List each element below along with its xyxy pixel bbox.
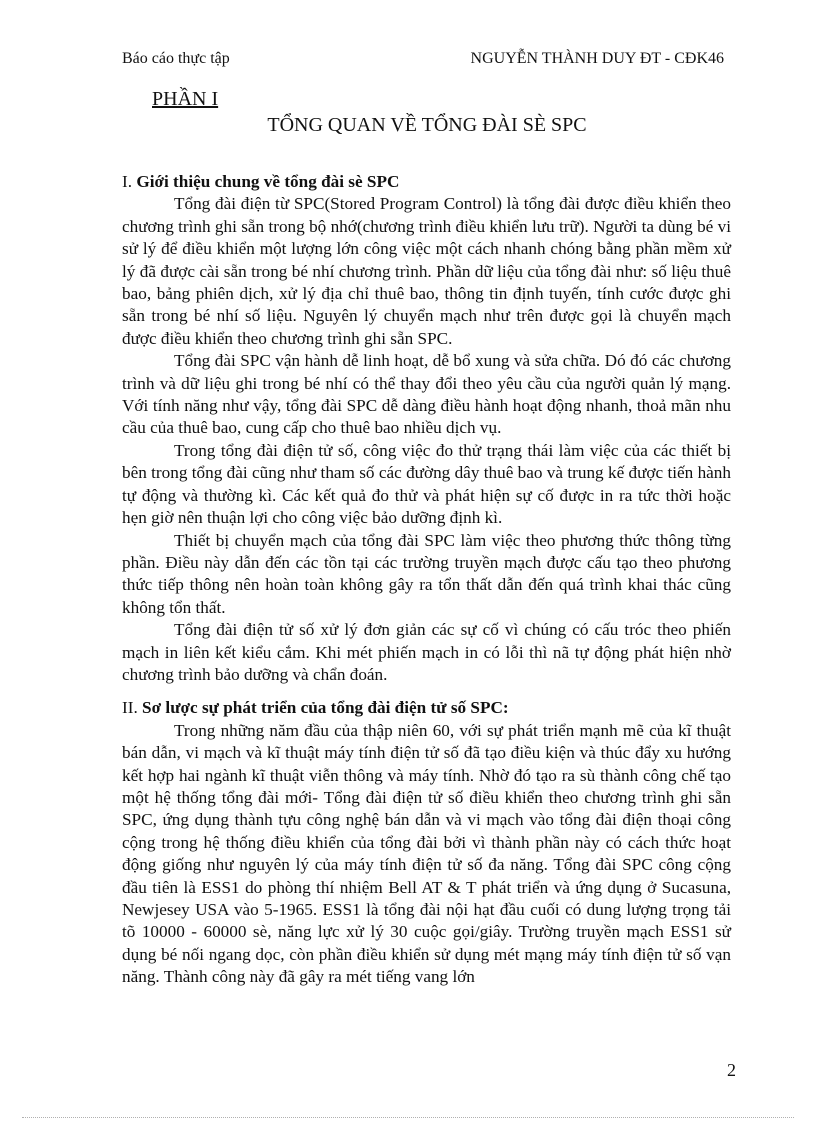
chapter-title: TỔNG QUAN VỀ TỔNG ĐÀI SÈ SPC xyxy=(267,114,587,136)
page-break-divider xyxy=(22,1117,794,1118)
paragraph: Trong tổng đài điện tử số, công việc đo thử trạng thái làm việc của các thiết bị bên trong tổng đài cũng như tham số các đường dây thuê bao và trung kế được tiến hành tự động và thường kì. Các kết quả đo thử và phát hiện sự cố được in ra tức thời hoặc hẹn giờ nên thuận lợi cho công việc bảo dưỡng định kì. xyxy=(122,440,731,528)
header-report-label: Báo cáo thực tập xyxy=(122,50,230,67)
section-heading-text: Sơ lược sự phát triển của tổng đài điện tử số SPC: xyxy=(142,698,509,718)
paragraph: Trong những năm đầu của thập niên 60, với sự phát triển mạnh mẽ của kĩ thuật bán dẫn, vi mạch và kĩ thuật máy tính điện tử số đã tạo điều kiện và thúc đẩy xu hướng kết hợp hai ngành kĩ thuật viễn thông và máy tính. Nhờ đó tạo ra sù thành công chế tạo một hệ thống tổng đài mới- Tổng đài điện tử số điều khiển theo chương trình ghi sẵn SPC, ứng dụng thành tựu công nghệ bán dẫn và vi mạch vào tổng đài điện thoại công cộng trong hệ thống điều khiển của tổng đài bởi vì thành phần này có cách thức hoạt động giống như nguyên lý của máy tính điện tử số đa năng. Tổng đài SPC công cộng đầu tiên là ESS1 do phòng thí nhiệm Bell AT & T phát triển và ứng dụng ở Sucasuna, Newjesey USA vào 5-1965. ESS1 là tổng đài nội hạt đầu cuối có dung lượng trọng tải tõ 10000 - 60000 sè, năng lực xử lý 30 cuộc gọi/giây. Trường truyền mạch ESS1 sử dụng bé nối ngang dọc, còn phần điều khiển sử dụng mét mạng máy tính điện tử số vạn năng. Thành công này đã gây ra mét tiếng vang lớn xyxy=(122,720,731,987)
header-author: NGUYỄN THÀNH DUY ĐT - CĐK46 xyxy=(470,50,724,67)
section-number: I. xyxy=(122,172,133,191)
section-heading-2 xyxy=(122,697,731,719)
body-content xyxy=(122,171,731,989)
paragraph: Tổng đài điện tử số xử lý đơn giản các sự cố vì chúng có cấu tróc theo phiến mạch in liên kết kiểu cắm. Khi mét phiến mạch in có lỗi thì nã tự động phát hiện nhờ chương trình bảo dưỡng và chẩn đoán. xyxy=(122,620,731,684)
part-label: PHẦN I xyxy=(152,88,219,110)
paragraph: Tổng đài SPC vận hành dễ linh hoạt, dễ bổ xung và sửa chữa. Dó đó các chương trình và dữ liệu ghi trong bé nhí có thể thay đổi theo yêu cầu của người quản lý mạng. Với tính năng như vậy, tổng đài SPC dễ dàng điều hành hoạt động nhanh, thoả mãn nhu cầu của thuê bao, cung cấp cho thuê bao nhiều dịch vụ. xyxy=(122,351,731,438)
section-number: II. xyxy=(122,698,138,718)
section-spacer xyxy=(122,686,731,697)
page-number: 2 xyxy=(727,1060,736,1080)
section-heading-text: Giới thiệu chung về tổng đài sè SPC xyxy=(136,172,400,191)
paragraph: Thiết bị chuyển mạch của tổng đài SPC làm việc theo phương thức thông từng phần. Điều này dẫn đến các tồn tại các trường truyền mạch được cấu tạo theo phương thức tiếp thông nên hoàn toàn không gây ra tổn thất dẫn đến quá trình khai thác cũng không tổn thất. xyxy=(122,530,731,617)
section-heading-1 xyxy=(122,171,731,193)
paragraph: Tổng đài điện từ SPC(Stored Program Control) là tổng đài được điều khiển theo chương trình ghi sẵn trong bộ nhớ(chương trình điều khiển lưu trữ). Người ta dùng bé vi sử lý để điều khiển một lượng lớn công việc một cách nhanh chóng bằng phần mềm xử lý đã được cài sẵn trong bé nhí chương trình. Phần dữ liệu của tổng đài như: số liệu thuê bao, bảng phiên dịch, xử lý địa chỉ thuê bao, thông tin định tuyến, tính cước được ghi sẵn trong bé nhí số liệu. Nguyên lý chuyển mạch như trên được gọi là chuyển mạch được điều khiển theo chương trình ghi sẵn SPC. xyxy=(122,194,731,348)
